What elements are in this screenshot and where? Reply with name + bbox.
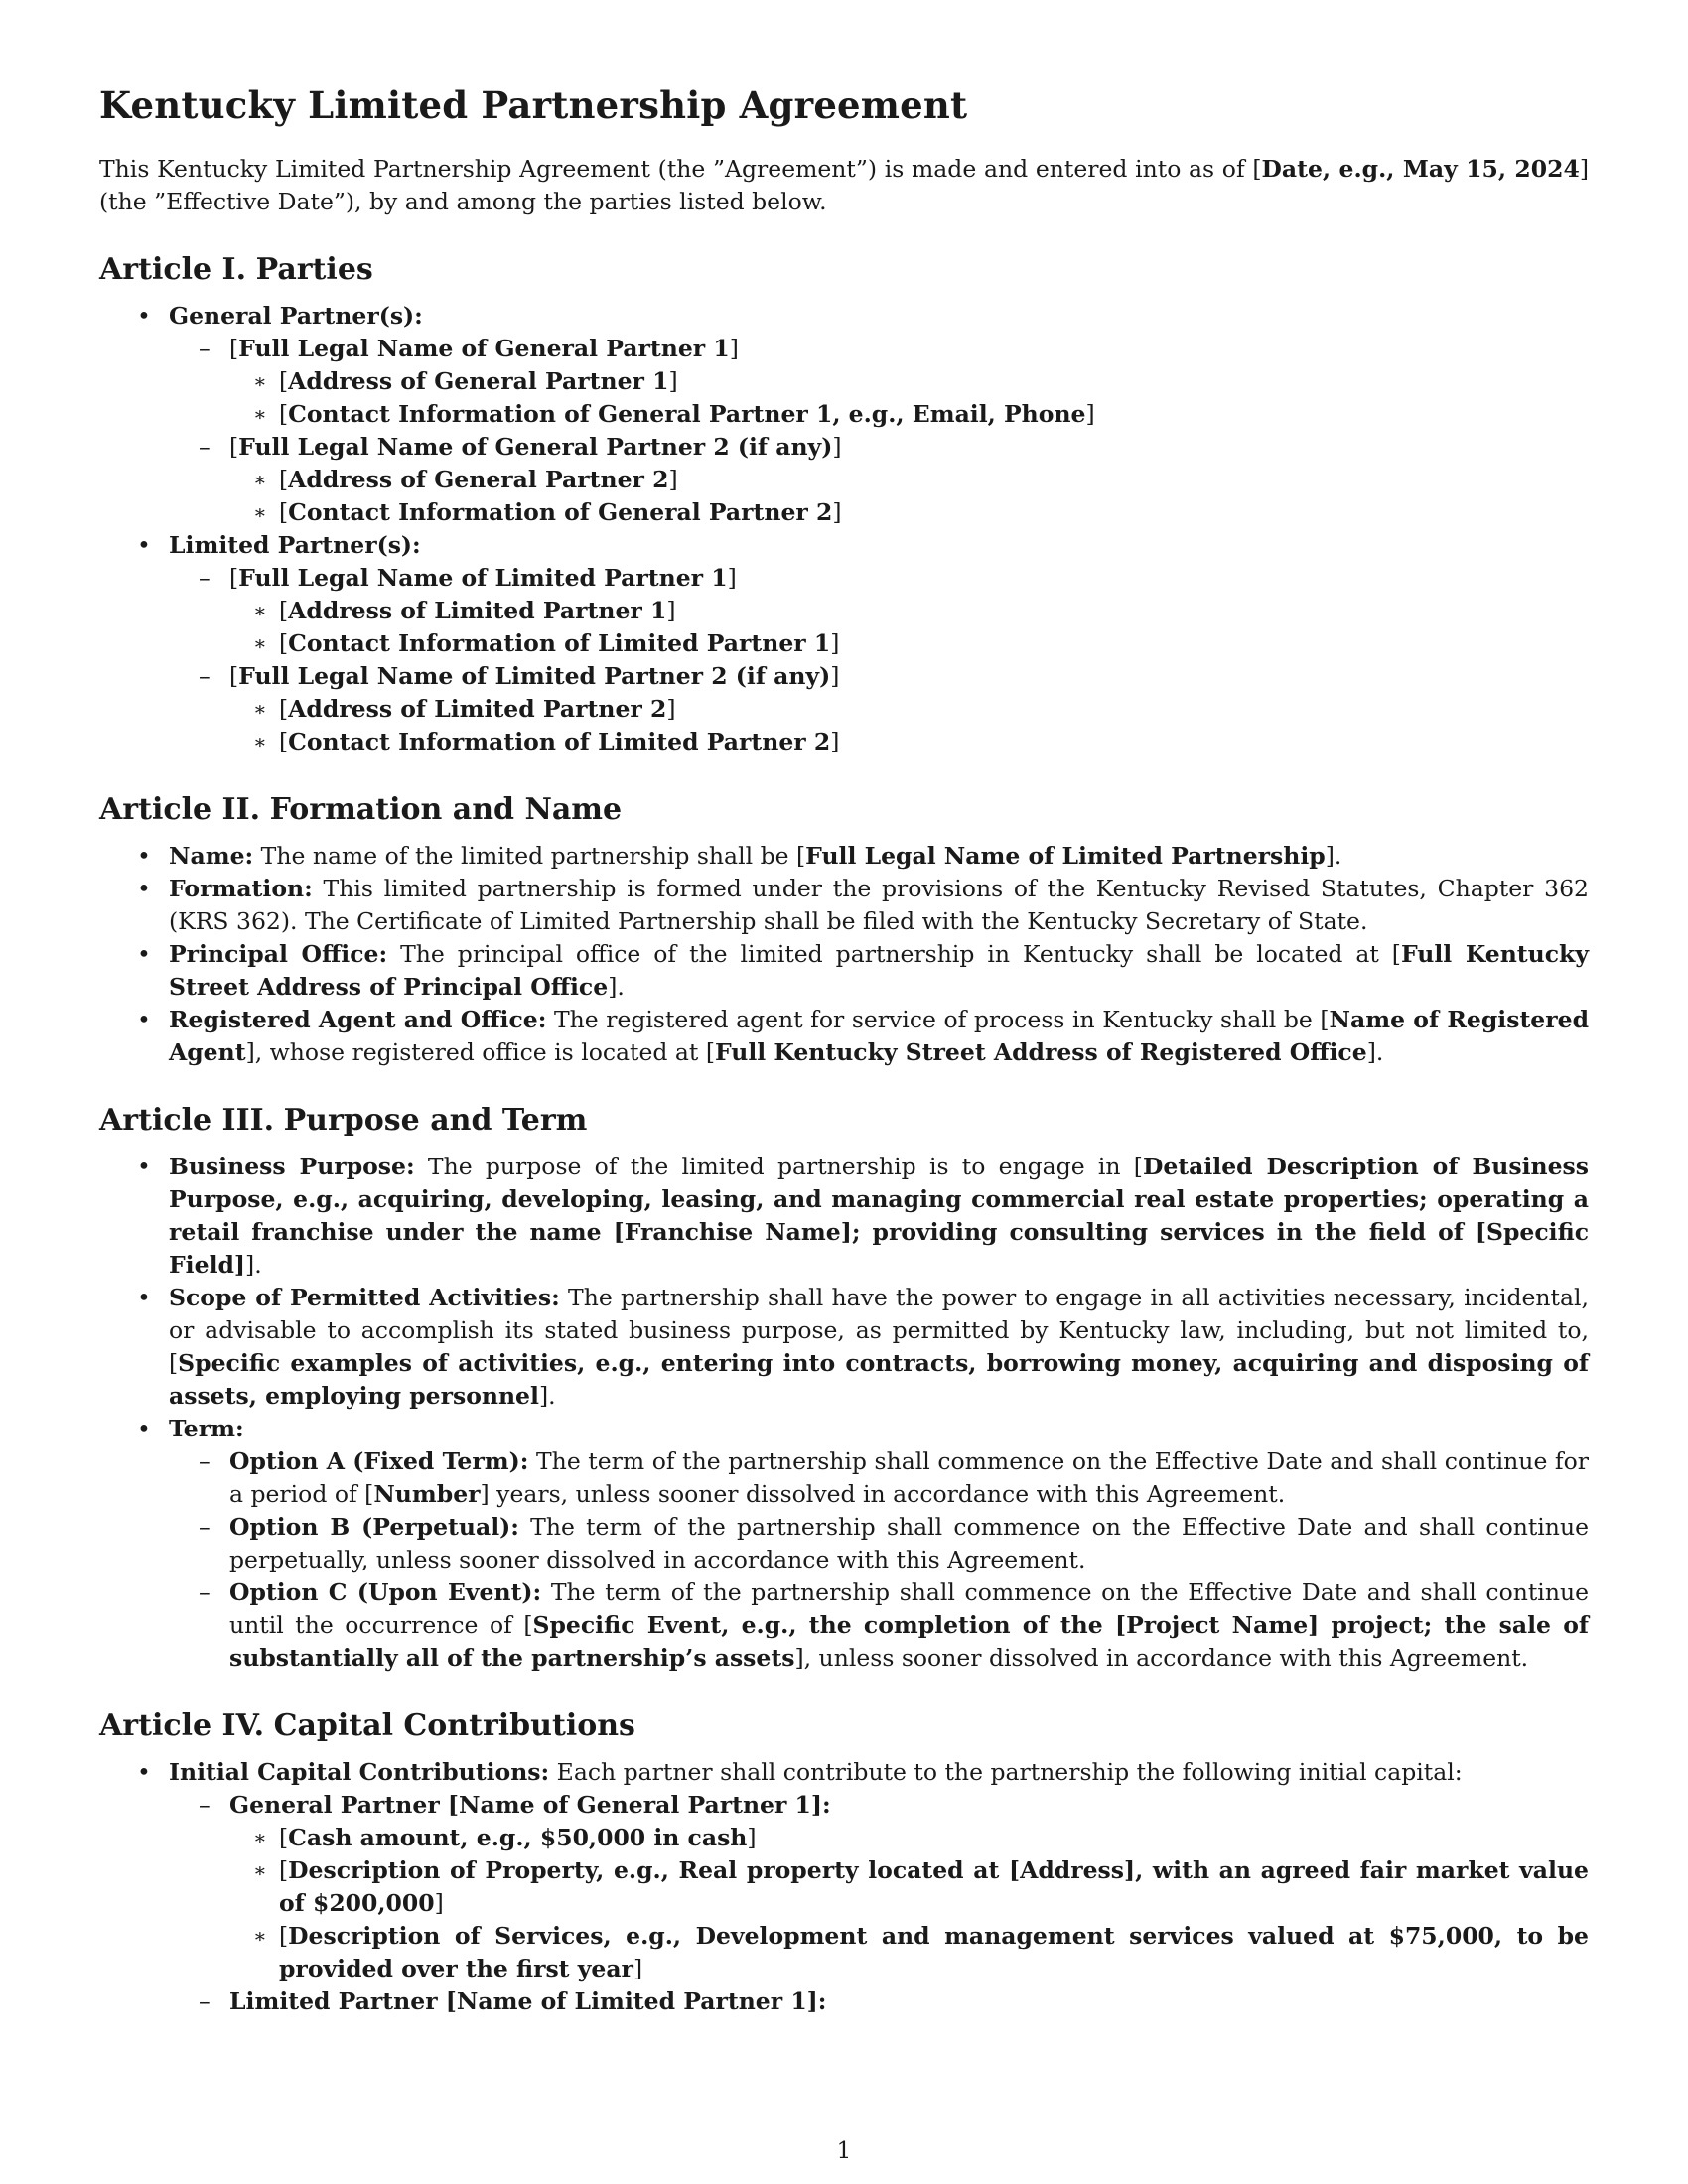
formation-list (99, 840, 1589, 1069)
business-purpose-text-1: The purpose of the limited partnership is to engage in [ (414, 1153, 1143, 1181)
gp-property: Description of Property, e.g., Real property located at [Address], with an agreed fair market value of $200,000 (279, 1856, 1589, 1918)
term-option-b (169, 1511, 1589, 1576)
article-1-title: Parties (255, 252, 373, 288)
lp-capital-label: Limited Partner [Name of Limited Partner 1]: (229, 1987, 827, 2016)
option-b-label: Option B (Perpetual): (229, 1513, 519, 1542)
article-4-section (99, 1708, 1589, 2018)
registered-agent-text-3: ]. (1366, 1038, 1384, 1067)
gp1-contact-item: ∗ [Contact Information of General Partner 1, e.g., Email, Phone] (229, 398, 1589, 431)
scope-label: Scope of Permitted Activities: (169, 1284, 560, 1312)
name-text-1: The name of the limited partnership shall be [ (253, 842, 806, 871)
purpose-list (99, 1151, 1589, 1675)
article-2-section (99, 792, 1589, 1069)
lp2-address: Address of Limited Partner 2 (288, 695, 667, 724)
term-options-list (169, 1445, 1589, 1675)
lp-capital-item (169, 1985, 1589, 2018)
lp1-contact: Contact Information of Limited Partner 1 (288, 629, 831, 658)
name-label: Name: (169, 842, 254, 871)
article-1-number: Article I. (99, 252, 247, 288)
principal-office-item (99, 938, 1589, 1004)
lp1-address: Address of Limited Partner 1 (288, 597, 667, 625)
limited-partners-sublist (169, 562, 1589, 758)
article-1-section (99, 252, 1589, 758)
option-a-text-2: ] years, unless sooner dissolved in accordance with this Agreement. (480, 1480, 1286, 1509)
option-c-label: Option C (Upon Event): (229, 1578, 542, 1607)
option-c-placeholder: Specific Event, e.g., the completion of the [Project Name] project; the sale of substantially all of the partnership’s assets (229, 1611, 1589, 1673)
limited-partner-2-item: – [Full Legal Name of Limited Partner 2 (if any)] ∗ [Address of Limited Partner 2] ∗ [Contact Information of Limited Partner 2] (169, 660, 1589, 758)
partnership-name-placeholder: Full Legal Name of Limited Partnership (805, 842, 1326, 871)
limited-partners-item (99, 529, 1589, 758)
article-4-number: Article IV. (99, 1708, 265, 1744)
gp2-address-item: ∗ [Address of General Partner 2] (229, 464, 1589, 496)
name-item (99, 840, 1589, 873)
gp-capital-details (229, 1822, 1589, 1985)
formation-label: Formation: (169, 875, 313, 903)
formation-item (99, 873, 1589, 938)
term-item (99, 1413, 1589, 1675)
gp2-contact-item: ∗ [Contact Information of General Partner 2] (229, 496, 1589, 529)
page-number: 1 (836, 2138, 852, 2164)
name-text-2: ]. (1325, 842, 1342, 871)
option-c-text-2: ], unless sooner dissolved in accordance with this Agreement. (794, 1644, 1529, 1673)
article-2-heading (99, 792, 1589, 828)
general-partner-2-item: – [Full Legal Name of General Partner 2 (if any)] ∗ [Address of General Partner 2] ∗ [Contact Information of General Partner 2] (169, 431, 1589, 529)
document-page (99, 83, 1589, 2018)
gp-cash: Cash amount, e.g., $50,000 in cash (288, 1824, 748, 1852)
gp1-name: Full Legal Name of General Partner 1 (238, 335, 730, 363)
article-2-title: Formation and Name (269, 792, 623, 828)
intro-paragraph (99, 153, 1589, 218)
effective-date-placeholder: Date, e.g., May 15, 2024 (1261, 155, 1580, 184)
gp2-contact: Contact Information of General Partner 2 (288, 498, 833, 527)
lp1-contact-item: ∗ [Contact Information of Limited Partner 1] (229, 627, 1589, 660)
option-b-text: The term of the partnership shall commence on the Effective Date and shall continue perpetually, unless sooner dissolved in accordance with this Agreement. (229, 1513, 1589, 1574)
registered-agent-label: Registered Agent and Office: (169, 1006, 547, 1034)
registered-agent-text-1: The registered agent for service of process in Kentucky shall be [ (546, 1006, 1330, 1034)
term-option-a (169, 1445, 1589, 1511)
lp2-address-item: ∗ [Address of Limited Partner 2] (229, 693, 1589, 726)
capital-list (99, 1756, 1589, 2018)
intro-text-2: ] (the ”Effective Date”), by and among the parties listed below. (99, 155, 1590, 216)
gp2-name: Full Legal Name of General Partner 2 (if any) (238, 433, 833, 462)
formation-text: This limited partnership is formed under the provisions of the Kentucky Revised Statutes, Chapter 362 (KRS 362). The Certificate of Limited Partnership shall be filed with the Kentucky Secretary of State. (169, 875, 1589, 936)
article-3-title: Purpose and Term (283, 1103, 588, 1139)
general-partners-sublist (169, 333, 1589, 529)
scope-text-1: The partnership shall have the power to engage in all activities necessary, incidental, or advisable to accomplish its stated business purpose, as permitted by Kentucky law, including, but not limited to, [ (169, 1284, 1589, 1378)
general-partner-1-item: – [Full Legal Name of General Partner 1] ∗ [Address of General Partner 1] ∗ [Contact Information of General Partner 1, e.g., Email, Phone] (169, 333, 1589, 431)
business-purpose-text-2: ]. (245, 1251, 262, 1280)
term-label: Term: (169, 1415, 244, 1443)
document-title: Kentucky Limited Partnership Agreement (99, 83, 968, 127)
business-purpose-item (99, 1151, 1589, 1282)
general-partners-label: General Partner(s): (169, 302, 423, 331)
gp-cash-item: ∗ [Cash amount, e.g., $50,000 in cash] (229, 1822, 1589, 1854)
lp2-contact: Contact Information of Limited Partner 2 (288, 728, 831, 756)
scope-item (99, 1282, 1589, 1413)
principal-office-text-1: The principal office of the limited partnership in Kentucky shall be located at [ (387, 940, 1401, 969)
registered-agent-placeholder: Name of Registered Agent (169, 1006, 1590, 1067)
article-4-title: Capital Contributions (273, 1708, 635, 1744)
article-1-heading (99, 252, 1589, 288)
initial-capital-item (99, 1756, 1589, 2018)
scope-text-2: ]. (538, 1382, 556, 1411)
business-purpose-label: Business Purpose: (169, 1153, 415, 1181)
term-option-c (169, 1576, 1589, 1675)
lp2-details (229, 693, 1589, 758)
principal-office-label: Principal Office: (169, 940, 388, 969)
limited-partners-label: Limited Partner(s): (169, 531, 421, 560)
gp-capital-item (169, 1789, 1589, 1985)
gp-services: Description of Services, e.g., Development and management services valued at $75,000, to be provided over the first year (279, 1922, 1589, 1983)
gp1-address-item: ∗ [Address of General Partner 1] (229, 365, 1589, 398)
gp-property-item: ∗ [Description of Property, e.g., Real property located at [Address], with an agreed fair market value of $200,000] (229, 1854, 1589, 1920)
gp1-contact: Contact Information of General Partner 1, e.g., Email, Phone (288, 400, 1086, 429)
principal-office-placeholder: Full Kentucky Street Address of Principal Office (169, 940, 1589, 1002)
limited-partner-1-item: – [Full Legal Name of Limited Partner 1] ∗ [Address of Limited Partner 1] ∗ [Contact Information of Limited Partner 1] (169, 562, 1589, 660)
gp2-address: Address of General Partner 2 (288, 466, 669, 494)
option-a-text-1: The term of the partnership shall commence on the Effective Date and shall continue for a period of [ (229, 1447, 1589, 1509)
option-a-label: Option A (Fixed Term): (229, 1447, 529, 1476)
business-purpose-placeholder: Detailed Description of Business Purpose, e.g., acquiring, developing, leasing, and managing commercial real estate properties; operating a retail franchise under the name [Franchise Name]; providing consulting services in the field of [Specific Field] (169, 1153, 1589, 1280)
principal-office-text-2: ]. (608, 973, 625, 1002)
general-partners-item (99, 300, 1589, 529)
gp-capital-label: General Partner [Name of General Partner 1]: (229, 1791, 831, 1820)
lp1-details (229, 595, 1589, 660)
initial-capital-label: Initial Capital Contributions: (169, 1758, 550, 1787)
article-2-number: Article II. (99, 792, 261, 828)
article-3-number: Article III. (99, 1103, 275, 1139)
gp-services-item: ∗ [Description of Services, e.g., Development and management services valued at $75,000, to be provided over the first year] (229, 1920, 1589, 1985)
lp1-name: Full Legal Name of Limited Partner 1 (238, 564, 728, 593)
gp1-address: Address of General Partner 1 (288, 367, 669, 396)
gp1-details (229, 365, 1589, 431)
initial-capital-text: Each partner shall contribute to the partnership the following initial capital: (549, 1758, 1463, 1787)
lp1-address-item: ∗ [Address of Limited Partner 1] (229, 595, 1589, 627)
capital-partners-list (169, 1789, 1589, 2018)
intro-text-1: This Kentucky Limited Partnership Agreement (the ”Agreement”) is made and entered into as of [ (99, 155, 1262, 184)
lp2-contact-item: ∗ [Contact Information of Limited Partner 2] (229, 726, 1589, 758)
option-a-placeholder: Number (373, 1480, 481, 1509)
registered-office-placeholder: Full Kentucky Street Address of Registered Office (715, 1038, 1367, 1067)
article-4-heading (99, 1708, 1589, 1744)
article-3-section (99, 1103, 1589, 1675)
scope-placeholder: Specific examples of activities, e.g., entering into contracts, borrowing money, acquiring and disposing of assets, employing personnel (169, 1349, 1589, 1411)
registered-agent-text-2: ], whose registered office is located at [ (245, 1038, 716, 1067)
parties-list (99, 300, 1589, 758)
gp2-details (229, 464, 1589, 529)
option-c-text-1: The term of the partnership shall commence on the Effective Date and shall continue until the occurrence of [ (229, 1578, 1589, 1640)
lp2-name: Full Legal Name of Limited Partner 2 (if any) (238, 662, 831, 691)
registered-agent-item (99, 1004, 1589, 1069)
article-3-heading (99, 1103, 1589, 1139)
